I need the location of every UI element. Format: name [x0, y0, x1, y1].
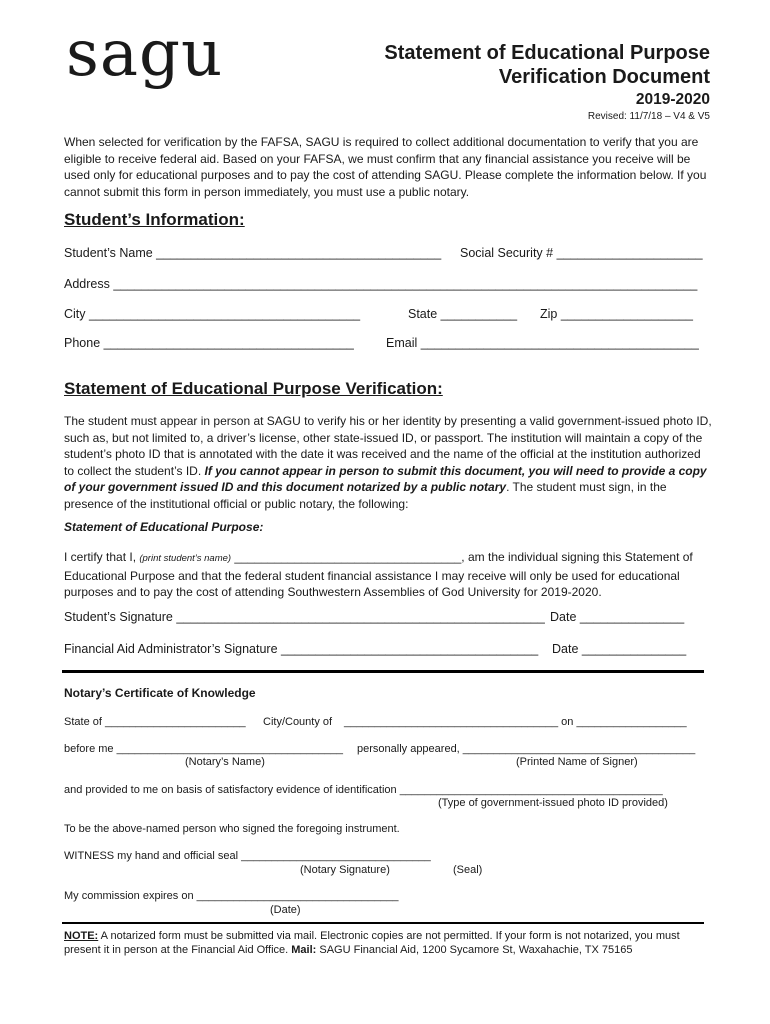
county-date-field[interactable]: ___________________________________ on __________________ [344, 716, 687, 728]
section-divider [62, 670, 704, 673]
mail-label: Mail: [291, 944, 317, 956]
notary-signature-caption: (Notary Signature) [300, 864, 390, 876]
signer-name-caption: (Printed Name of Signer) [516, 756, 638, 768]
notary-name-field[interactable]: before me _____________________________________ [64, 743, 343, 755]
admin-signature-field[interactable]: Financial Aid Administrator’s Signature _____________________________________ [64, 642, 539, 656]
verification-paragraph [64, 413, 712, 512]
phone-field[interactable]: Phone ____________________________________ [64, 336, 354, 350]
student-signature-field[interactable]: Student’s Signature _____________________________________________________ [64, 610, 545, 624]
certify-start: I certify that I, [64, 550, 140, 564]
student-date-field[interactable]: Date _______________ [550, 610, 685, 624]
id-evidence-field[interactable]: and provided to me on basis of satisfactory evidence of identification ___________________________________________ [64, 784, 663, 796]
certification-paragraph [64, 549, 712, 601]
statement-subheading: Statement of Educational Purpose: [64, 520, 264, 534]
intro-paragraph: When selected for verification by the FAFSA, SAGU is required to collect additional documentation to verify that you are eligible to receive federal aid. Based on your FAFSA, we must confirm that any financial assistance you receive will be used only for educational purposes and to pay the cost of attending SAGU. Please complete the information below. If you cannot submit this form in person immediately, you must use a public notary. [64, 135, 707, 199]
print-name-hint: (print student’s name) [139, 553, 232, 564]
note-label: NOTE: [64, 930, 99, 942]
commission-date-caption: (Date) [270, 904, 301, 916]
notary-requirement-text: If you cannot appear in person to submit this document, you will need to provide a copy of your government issued ID and this document notarized by a public notary [64, 463, 707, 494]
verification-heading: Statement of Educational Purpose Verification: [64, 379, 443, 398]
witness-signature-field[interactable]: WITNESS my hand and official seal _______________________________ [64, 850, 431, 862]
id-type-caption: (Type of government-issued photo ID provided) [438, 797, 668, 809]
instrument-statement: To be the above-named person who signed the foregoing instrument. [64, 823, 400, 835]
office-text: present it in person at the Financial Aid Office. [64, 944, 292, 956]
footer-note-line2 [64, 944, 632, 956]
sagu-logo: sagu [66, 17, 224, 91]
admin-date-field[interactable]: Date _______________ [552, 642, 687, 656]
signer-name-field[interactable]: personally appeared, ______________________________________ [357, 743, 696, 755]
email-field[interactable]: Email ________________________________________ [386, 336, 699, 350]
student-info-heading: Student’s Information: [64, 210, 245, 229]
student-name-field[interactable]: Student’s Name _________________________________________ [64, 246, 442, 260]
certify-rest[interactable]: __________________________________, am the individual signing this Statement of Educational Purpose and that the federal student financial assistance I may receive will only be used for educational purposes and to pay the cost of attending Southwestern Assemblies of God University for 2019-2020. [64, 550, 693, 599]
verification-text-end: . The student must sign, in the presence of the institutional official or public notary, the following: [64, 480, 667, 511]
seal-caption: (Seal) [453, 864, 483, 876]
document-title-line2: Verification Document [498, 66, 710, 88]
state-field[interactable]: State ___________ [408, 307, 518, 321]
revision-note: Revised: 11/7/18 – V4 & V5 [587, 111, 710, 122]
notary-state-field[interactable]: State of _______________________ [64, 716, 246, 728]
county-label: City/County of [263, 716, 333, 728]
document-title-line1: Statement of Educational Purpose [384, 42, 710, 64]
commission-expiry-field[interactable]: My commission expires on _________________________________ [64, 890, 399, 902]
zip-field[interactable]: Zip ___________________ [540, 307, 693, 321]
award-year: 2019-2020 [635, 91, 710, 108]
notary-heading: Notary’s Certificate of Knowledge [64, 686, 256, 700]
notary-name-caption: (Notary’s Name) [185, 756, 265, 768]
mail-address: SAGU Financial Aid, 1200 Sycamore St, Waxahachie, TX 75165 [316, 944, 633, 956]
address-field[interactable]: Address ____________________________________________________________________________________ [64, 277, 698, 291]
city-field[interactable]: City _______________________________________ [64, 307, 361, 321]
ssn-field[interactable]: Social Security # _____________________ [460, 246, 703, 260]
verification-text: The student must appear in person at SAGU to verify his or her identity by presenting a valid government-issued photo ID, such as, but not limited to, a driver’s license, other state-issued ID, or passport. The institution will maintain a copy of the student’s photo ID that is annotated with the date it was received and the name of the official at the institution authorized to collect the student’s ID. [64, 414, 712, 478]
footer-divider [62, 922, 704, 924]
note-text: A notarized form must be submitted via mail. Electronic copies are not permitted. If your form is not notarized, you must [98, 930, 680, 942]
footer-note-line1 [64, 930, 680, 942]
